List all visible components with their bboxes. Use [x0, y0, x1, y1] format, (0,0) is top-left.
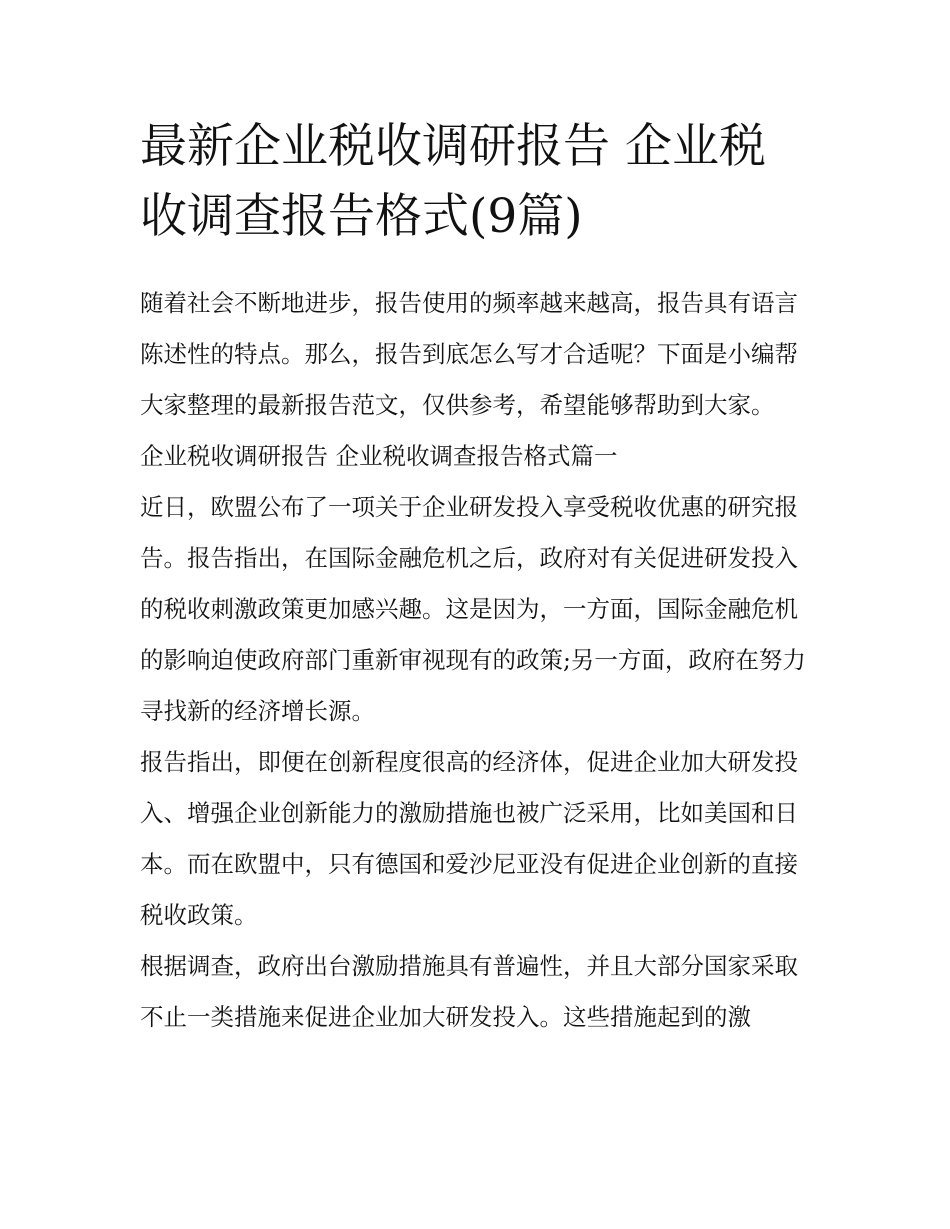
- document-page: [140, 112, 812, 1043]
- body-paragraph: 近日，欧盟公布了一项关于企业研发投入享受税收优惠的研究报告。报告指出，在国际金融危机之后，政府对有关促进研发投入的税收刺激政策更加感兴趣。这是因为，一方面，国际金融危机的影响迫使政府部门重新审视现有的政策;另一方面，政府在努力寻找新的经济增长源。: [140, 493, 806, 725]
- section-heading: 企业税收调研报告 企业税收调查报告格式篇一: [140, 442, 618, 470]
- intro-paragraph: 随着社会不断地进步，报告使用的频率越来越高，报告具有语言陈述性的特点。那么，报告到底怎么写才合适呢？下面是小编帮大家整理的最新报告范文，仅供参考，希望能够帮助到大家。: [140, 289, 798, 419]
- body-paragraph: 报告指出，即便在创新程度很高的经济体，促进企业加大研发投入、增强企业创新能力的激励措施也被广泛采用，比如美国和日本。而在欧盟中，只有德国和爱沙尼亚没有促进企业创新的直接税收政策。: [140, 748, 798, 929]
- body-paragraph: 根据调查，政府出台激励措施具有普遍性，并且大部分国家采取不止一类措施来促进企业加大研发投入。这些措施起到的激: [140, 952, 798, 1031]
- document-title: 最新企业税收调研报告 企业税收调查报告格式(9篇): [140, 119, 766, 244]
